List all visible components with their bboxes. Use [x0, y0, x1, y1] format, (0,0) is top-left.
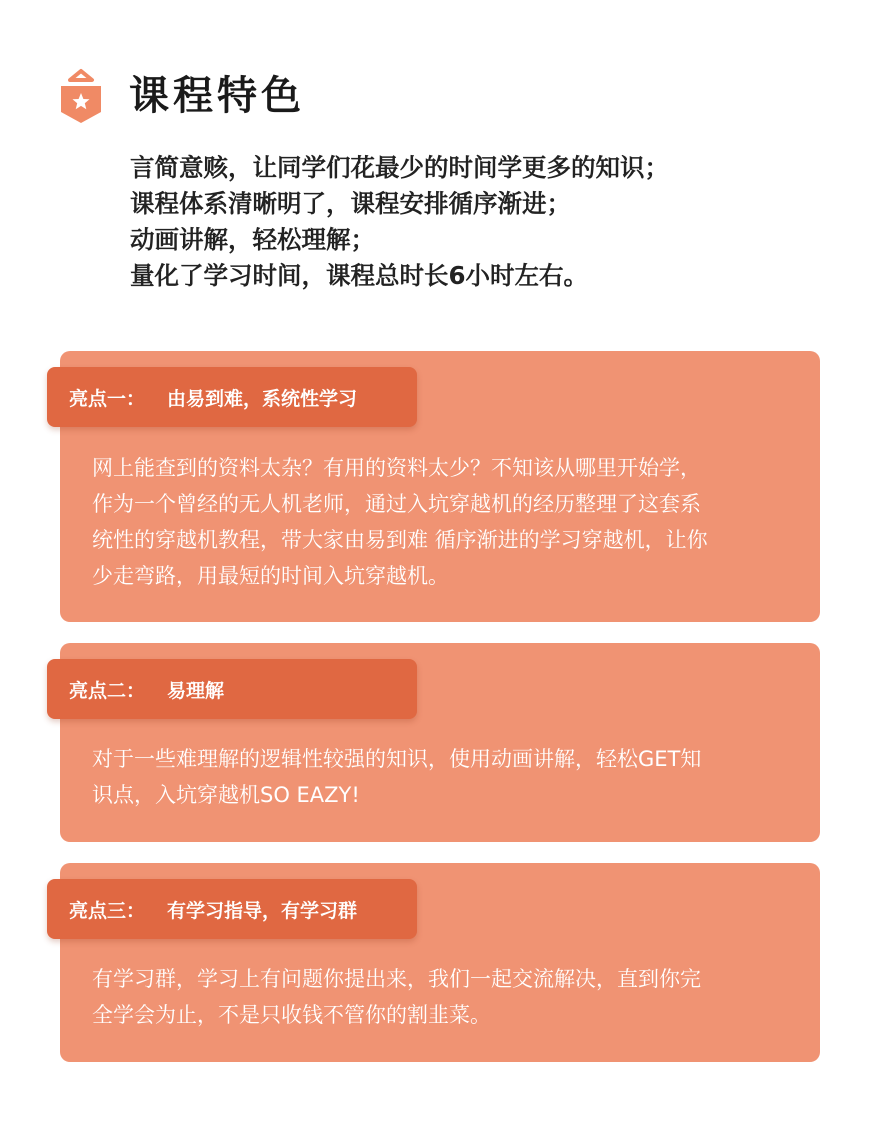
intro-line: 量化了学习时间，课程总时长6小时左右。: [130, 261, 589, 290]
highlight-tag-2: [47, 659, 417, 719]
highlight-body-line: 作为一个曾经的无人机老师，通过入坑穿越机的经历整理了这套系: [92, 492, 701, 516]
highlight-body-line: 识点，入坑穿越机SO EAZY!: [92, 783, 360, 807]
highlight-body-line: 统性的穿越机教程，带大家由易到难 循序渐进的学习穿越机，让你: [92, 528, 708, 552]
highlight-body-line: 网上能查到的资料太杂？有用的资料太少？不知该从哪里开始学，: [92, 456, 701, 480]
highlight-body-line: 少走弯路，用最短的时间入坑穿越机。: [92, 564, 449, 588]
highlight-tag-prefix: 亮点二：: [69, 679, 146, 702]
highlight-body-line: 有学习群，学习上有问题你提出来，我们一起交流解决，直到你完: [92, 967, 701, 991]
page-title: 课程特色: [129, 73, 305, 119]
highlight-tag-prefix: 亮点三：: [69, 899, 146, 922]
highlight-tag-1: [47, 367, 417, 427]
intro-line: 言简意赅，让同学们花最少的时间学更多的知识；: [130, 153, 669, 182]
intro-line: 课程体系清晰明了，课程安排循序渐进；: [130, 189, 571, 218]
star-badge-icon: [58, 66, 104, 126]
highlight-tag-prefix: 亮点一：: [69, 387, 146, 410]
highlight-body-line: 全学会为止，不是只收钱不管你的割韭菜。: [92, 1003, 491, 1027]
intro-text: [130, 150, 830, 294]
highlight-body-3: [92, 961, 808, 1033]
highlight-body-1: [92, 450, 808, 594]
highlight-body-2: [92, 741, 808, 813]
highlight-tag-title: 有学习指导，有学习群: [167, 899, 358, 922]
highlight-body-line: 对于一些难理解的逻辑性较强的知识，使用动画讲解，轻松GET知: [92, 747, 702, 771]
highlight-tag-3: [47, 879, 417, 939]
highlight-tag-title: 易理解: [167, 679, 225, 702]
highlight-tag-title: 由易到难，系统性学习: [167, 387, 358, 410]
intro-line: 动画讲解，轻松理解；: [130, 225, 375, 254]
